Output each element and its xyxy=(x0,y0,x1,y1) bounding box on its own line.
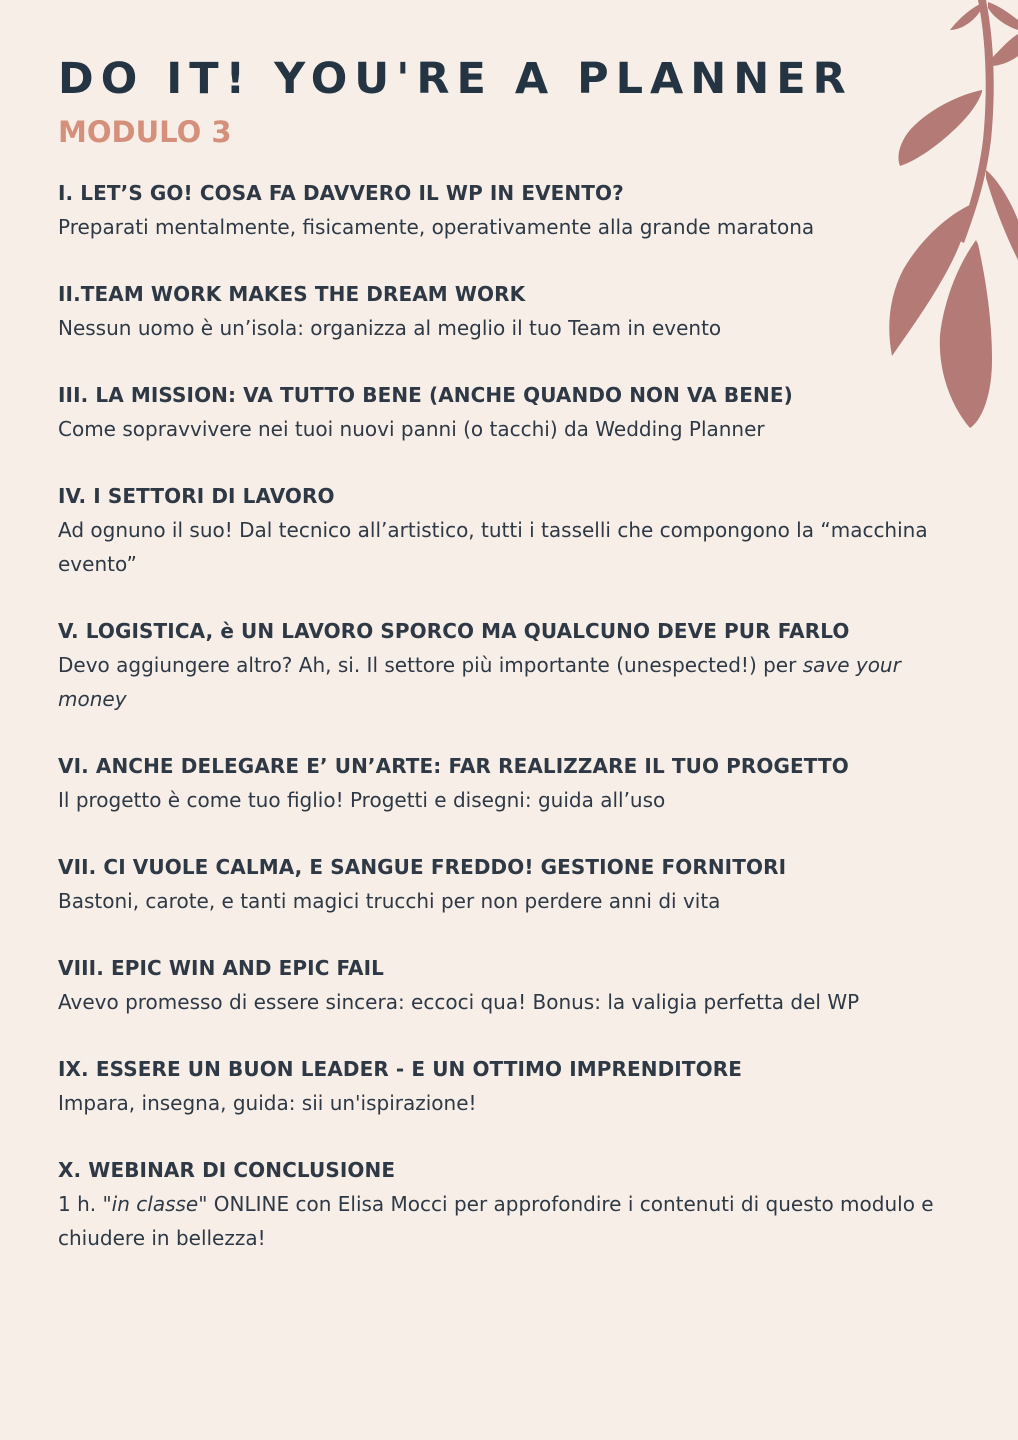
section-description: Impara, insegna, guida: sii un'ispirazione! xyxy=(58,1091,477,1115)
section-title: V. LOGISTICA, è UN LAVORO SPORCO MA QUALCUNO DEVE PUR FARLO xyxy=(58,619,850,643)
document-content xyxy=(58,52,968,1288)
section-5 xyxy=(58,614,968,716)
section-title: VII. CI VUOLE CALMA, E SANGUE FREDDO! GESTIONE FORNITORI xyxy=(58,855,787,879)
section-title: VI. ANCHE DELEGARE E’ UN’ARTE: FAR REALIZZARE IL TUO PROGETTO xyxy=(58,754,849,778)
module-subtitle: MODULO 3 xyxy=(58,115,232,149)
section-title: I. LET’S GO! COSA FA DAVVERO IL WP IN EVENTO? xyxy=(58,181,624,205)
section-9 xyxy=(58,1052,968,1120)
section-description: Bastoni, carote, e tanti magici trucchi per non perdere anni di vita xyxy=(58,889,721,913)
section-2 xyxy=(58,277,968,345)
section-7 xyxy=(58,850,968,918)
section-description: Il progetto è come tuo figlio! Progetti e disegni: guida all’uso xyxy=(58,788,666,812)
section-title: IV. I SETTORI DI LAVORO xyxy=(58,484,335,508)
section-description-italic: save your money xyxy=(58,653,901,711)
section-description-pre: 1 h. xyxy=(58,1192,103,1216)
section-6 xyxy=(58,749,968,817)
section-1 xyxy=(58,176,968,244)
section-description: Ad ognuno il suo! Dal tecnico all’artistico, tutti i tasselli che compongono la “macchina evento” xyxy=(58,518,928,576)
section-description: Preparati mentalmente, fisicamente, operativamente alla grande maratona xyxy=(58,215,815,239)
section-description: Nessun uomo è un’isola: organizza al meglio il tuo Team in evento xyxy=(58,316,722,340)
section-description xyxy=(58,1187,968,1255)
section-description-text: Devo aggiungere altro? Ah, si. Il settore più importante (unespected!) per xyxy=(58,653,803,677)
section-title: X. WEBINAR DI CONCLUSIONE xyxy=(58,1158,396,1182)
section-10 xyxy=(58,1153,968,1255)
section-description: Avevo promesso di essere sincera: eccoci qua! Bonus: la valigia perfetta del WP xyxy=(58,990,860,1014)
section-description-italic: "in classe" xyxy=(102,1192,208,1216)
section-3 xyxy=(58,378,968,446)
section-description: Come sopravvivere nei tuoi nuovi panni (o tacchi) da Wedding Planner xyxy=(58,417,765,441)
section-4 xyxy=(58,479,968,581)
section-title: II.TEAM WORK MAKES THE DREAM WORK xyxy=(58,282,526,306)
module-sections xyxy=(58,176,968,1255)
section-8 xyxy=(58,951,968,1019)
section-title: IX. ESSERE UN BUON LEADER - E UN OTTIMO IMPRENDITORE xyxy=(58,1057,742,1081)
section-title: III. LA MISSION: VA TUTTO BENE (ANCHE QUANDO NON VA BENE) xyxy=(58,383,793,407)
section-description-post: ONLINE con Elisa Mocci per approfondire i contenuti di questo modulo e chiudere in bellezza! xyxy=(58,1192,934,1250)
page-title: DO IT! YOU'RE A PLANNER xyxy=(58,54,853,104)
section-title: VIII. EPIC WIN AND EPIC FAIL xyxy=(58,956,384,980)
section-description xyxy=(58,648,968,716)
